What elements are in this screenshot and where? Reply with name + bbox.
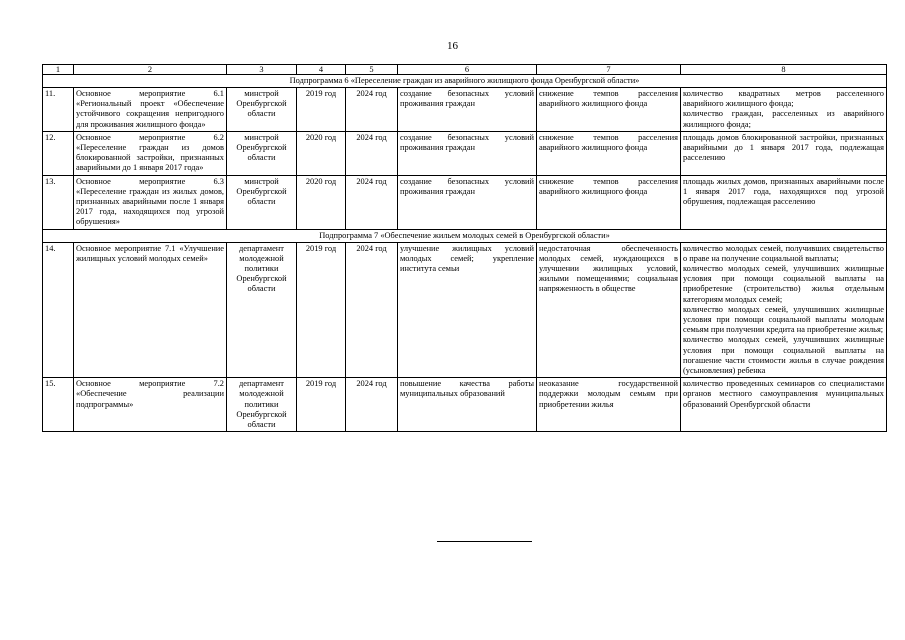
table-row: [43, 242, 887, 378]
row-number: 12.: [43, 131, 74, 175]
subprogram-7-heading: Подпрограмма 7 «Обеспечение жильем молодых семей в Оренбургской области»: [43, 229, 887, 242]
column-number: 5: [346, 65, 398, 75]
expected-result: повышение качества работы муниципальных образований: [398, 378, 537, 432]
column-number-row: [43, 65, 887, 75]
indicator: количество молодых семей, получивших свидетельство о праве на получение социальной выплаты;: [683, 243, 884, 263]
indicator: количество проведенных семинаров со специалистами органов местного самоуправления муниципальных образований Оренбургской области: [683, 379, 884, 409]
indicators-cell: [681, 131, 887, 175]
non-implementation-consequence: снижение темпов расселения аварийного жилищного фонда: [537, 175, 681, 229]
executor: департамент молодежной политики Оренбургской области: [227, 242, 297, 378]
indicators-cell: [681, 88, 887, 132]
row-number: 11.: [43, 88, 74, 132]
indicator: площадь домов блокированной застройки, признанных аварийными до 1 января 2017 года, подлежащая расселению: [683, 132, 884, 163]
event-name: Основное мероприятие 6.1 «Региональный проект «Обеспечение устойчивого сокращения непригодного для проживания жилищного фонда»: [74, 88, 227, 132]
event-name: Основное мероприятие 6.3 «Переселение граждан из жилых домов, признанных аварийными после 1 января 2017 года, находящихся под угрозой обрушения»: [74, 175, 227, 229]
row-number: 15.: [43, 378, 74, 432]
subprogram-heading-row: [43, 229, 887, 242]
table-row: [43, 175, 887, 229]
indicator: площадь жилых домов, признанных аварийными после 1 января 2017 года, находящихся под угрозой обрушения, подлежащая расселению: [683, 176, 884, 207]
column-number: 7: [537, 65, 681, 75]
end-year: 2024 год: [346, 131, 398, 175]
column-number: 3: [227, 65, 297, 75]
executor: минстрой Оренбургской области: [227, 175, 297, 229]
indicators-cell: [681, 175, 887, 229]
event-name: Основное мероприятие 7.1 «Улучшение жилищных условий молодых семей»: [74, 242, 227, 378]
event-name: Основное мероприятие 7.2 «Обеспечение реализации подпрограммы»: [74, 378, 227, 432]
executor: департамент молодежной политики Оренбургской области: [227, 378, 297, 432]
indicator: количество квадратных метров расселенного аварийного жилищного фонда;: [683, 89, 884, 109]
non-implementation-consequence: снижение темпов расселения аварийного жилищного фонда: [537, 88, 681, 132]
non-implementation-consequence: неоказание государственной поддержки молодым семьям при приобретении жилья: [537, 378, 681, 432]
column-number: 1: [43, 65, 74, 75]
expected-result: создание безопасных условий проживания граждан: [398, 175, 537, 229]
row-number: 14.: [43, 242, 74, 378]
expected-result: создание безопасных условий проживания граждан: [398, 88, 537, 132]
event-name: Основное мероприятие 6.2 «Переселение граждан из домов блокированной застройки, признанных аварийными до 1 января 2017 года»: [74, 131, 227, 175]
start-year: 2020 год: [297, 131, 346, 175]
end-year: 2024 год: [346, 242, 398, 378]
subprogram-heading-row: [43, 75, 887, 88]
subprogram-6-heading: Подпрограмма 6 «Переселение граждан из аварийного жилищного фонда Оренбургской области»: [43, 75, 887, 88]
start-year: 2019 год: [297, 378, 346, 432]
indicators-cell: [681, 242, 887, 378]
page-number: 16: [447, 40, 458, 52]
start-year: 2019 год: [297, 88, 346, 132]
end-year: 2024 год: [346, 88, 398, 132]
table-row: [43, 131, 887, 175]
indicator: количество молодых семей, улучшивших жилищные условия при помощи социальной выплаты молодым семьям при получении кредита на приобретение жилья;: [683, 304, 884, 335]
start-year: 2019 год: [297, 242, 346, 378]
table-row: [43, 88, 887, 132]
indicator: количество граждан, расселенных из аварийного жилищного фонда;: [683, 109, 884, 129]
program-events-table: [42, 64, 887, 432]
end-year: 2024 год: [346, 175, 398, 229]
column-number: 2: [74, 65, 227, 75]
row-number: 13.: [43, 175, 74, 229]
table-row: [43, 378, 887, 432]
indicators-cell: [681, 378, 887, 432]
footer-rule: [437, 541, 532, 542]
column-number: 8: [681, 65, 887, 75]
column-number: 6: [398, 65, 537, 75]
end-year: 2024 год: [346, 378, 398, 432]
executor: минстрой Оренбургской области: [227, 131, 297, 175]
indicator: количество молодых семей, улучшивших жилищные условия при помощи социальной выплаты на приобретение (строительство) жилья отдельным категориям молодых семей;: [683, 264, 884, 304]
start-year: 2020 год: [297, 175, 346, 229]
executor: минстрой Оренбургской области: [227, 88, 297, 132]
expected-result: улучшение жилищных условий молодых семей; укрепление института семьи: [398, 242, 537, 378]
column-number: 4: [297, 65, 346, 75]
indicator: количество молодых семей, улучшивших жилищные условия при помощи социальной выплаты на погашение части стоимости жилья в случае рождения (усыновления) ребенка: [683, 335, 884, 376]
non-implementation-consequence: снижение темпов расселения аварийного жилищного фонда: [537, 131, 681, 175]
expected-result: создание безопасных условий проживания граждан: [398, 131, 537, 175]
non-implementation-consequence: недостаточная обеспеченность молодых семей, нуждающихся в улучшении жилищных условий, жилыми помещениями; социальная напряженность в обществе: [537, 242, 681, 378]
